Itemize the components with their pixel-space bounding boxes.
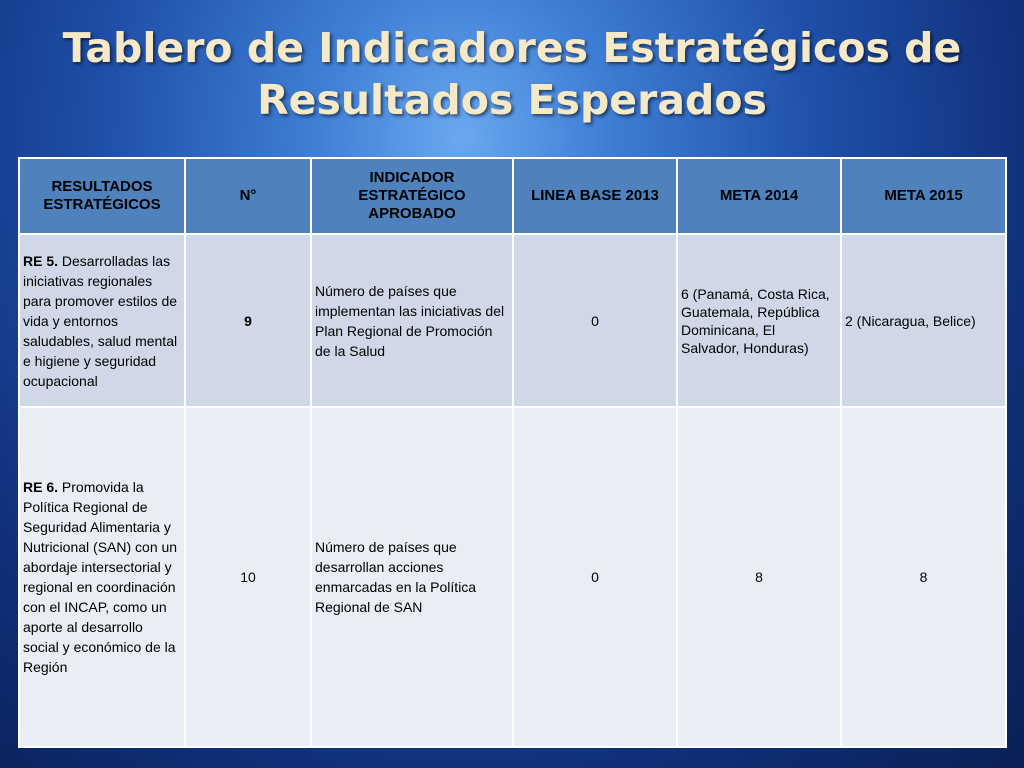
- header-numero: N°: [185, 158, 311, 234]
- result-code: RE 5.: [23, 252, 59, 269]
- slide-title: [0, 22, 1024, 126]
- indicators-table: [18, 157, 1007, 748]
- result-cell: [19, 234, 185, 407]
- number-cell: 9: [185, 234, 311, 407]
- result-text: Desarrolladas las iniciativas regionales para promover estilos de vida y entornos saludables, salud mental e higiene y seguridad ocupacional: [23, 252, 178, 389]
- header-meta-2015: META 2015: [841, 158, 1006, 234]
- header-linea-base: LINEA BASE 2013: [513, 158, 677, 234]
- header-indicador: INDICADOR ESTRATÉGICO APROBADO: [311, 158, 513, 234]
- slide-title-line-1: Tablero de Indicadores Estratégicos de: [62, 24, 962, 72]
- result-code: RE 6.: [23, 479, 59, 495]
- meta-2015-cell: 2 (Nicaragua, Belice): [841, 234, 1006, 407]
- result-text: Promovida la Política Regional de Seguridad Alimentaria y Nutricional (SAN) con un abordaje intersectorial y regional en coordinación con el INCAP, como un aporte al desarrollo social y económico de la Región: [23, 479, 178, 675]
- meta-2014-cell: 6 (Panamá, Costa Rica, Guatemala, República Dominicana, El Salvador, Honduras): [677, 234, 841, 407]
- meta-2014-cell: 8: [677, 407, 841, 747]
- indicator-cell: Número de países que implementan las iniciativas del Plan Regional de Promoción de la Salud: [311, 234, 513, 407]
- baseline-cell: 0: [513, 407, 677, 747]
- indicator-cell: Número de países que desarrollan acciones enmarcadas en la Política Regional de SAN: [311, 407, 513, 747]
- meta-2015-cell: 8: [841, 407, 1006, 747]
- table-row: [19, 234, 1006, 407]
- result-cell: [19, 407, 185, 747]
- header-resultados: RESULTADOS ESTRATÉGICOS: [19, 158, 185, 234]
- number-cell: 10: [185, 407, 311, 747]
- slide-title-line-2: Resultados Esperados: [257, 76, 767, 124]
- baseline-cell: 0: [513, 234, 677, 407]
- header-meta-2014: META 2014: [677, 158, 841, 234]
- table-header-row: [19, 158, 1006, 234]
- table-row: [19, 407, 1006, 747]
